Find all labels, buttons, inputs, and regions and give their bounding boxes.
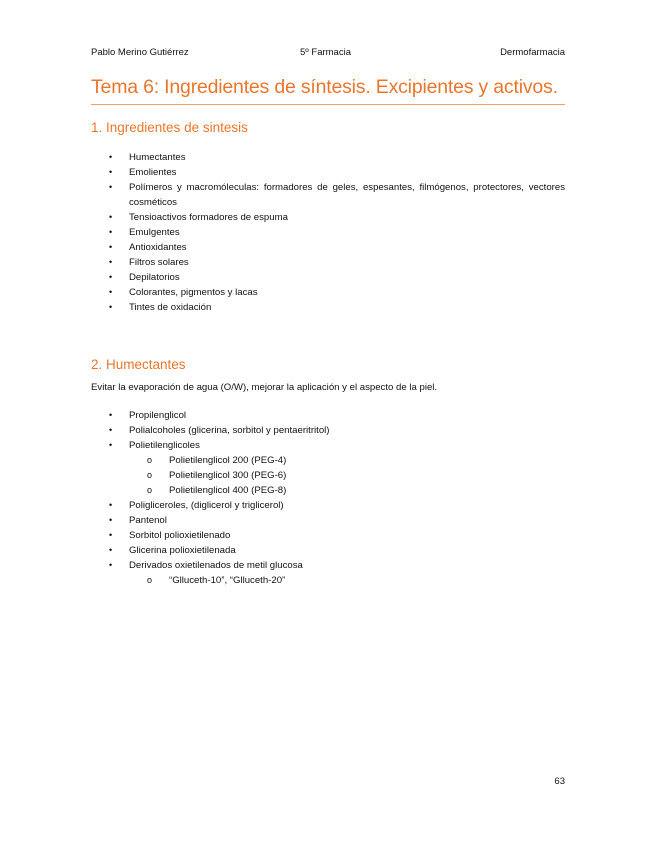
list-item-text: Glicerina polioxietilenada bbox=[129, 545, 236, 556]
bullet-icon: • bbox=[109, 182, 113, 192]
list-item bbox=[91, 240, 565, 255]
list-item bbox=[91, 255, 565, 270]
bullet-icon: • bbox=[109, 227, 113, 237]
list-item-text: Emulgentes bbox=[129, 227, 180, 238]
sub-list-item-text: Polietilenglicol 300 (PEG-6) bbox=[169, 470, 287, 481]
list-item-text: Humectantes bbox=[129, 152, 186, 163]
bullet-icon: • bbox=[109, 167, 113, 177]
sub-list-item bbox=[129, 468, 565, 483]
bullet-icon: • bbox=[109, 440, 113, 450]
bullet-icon: • bbox=[109, 272, 113, 282]
sub-list-item bbox=[129, 483, 565, 498]
list-item bbox=[91, 438, 565, 498]
bullet-icon: • bbox=[109, 530, 113, 540]
sub-list-item-text: Polietilenglicol 400 (PEG-8) bbox=[169, 485, 287, 496]
list-item-text: Polímeros y macromóleculas: formadores de geles, espesantes, filmógenos, protectores, vectores cosméticos bbox=[129, 182, 565, 208]
humectantes-list bbox=[91, 408, 565, 588]
bullet-icon: • bbox=[109, 425, 113, 435]
page-number: 63 bbox=[554, 776, 565, 787]
bullet-icon: • bbox=[109, 500, 113, 510]
title-underline bbox=[91, 104, 565, 105]
list-item-text: Tintes de oxidación bbox=[129, 302, 212, 313]
sub-list-item bbox=[129, 453, 565, 468]
bullet-icon: • bbox=[109, 515, 113, 525]
sub-list-item-text: Polietilenglicol 200 (PEG-4) bbox=[169, 455, 287, 466]
sub-list-item-text: “Glluceth-10”, “Glluceth-20” bbox=[169, 575, 286, 586]
bullet-icon: • bbox=[109, 212, 113, 222]
page-header bbox=[91, 47, 565, 61]
page-title: Tema 6: Ingredientes de síntesis. Excipientes y activos. bbox=[91, 76, 558, 98]
list-item bbox=[91, 165, 565, 180]
sub-list-item bbox=[129, 573, 565, 588]
header-course: 5º Farmacia bbox=[300, 47, 351, 58]
list-item bbox=[91, 285, 565, 300]
section-heading-humectantes: 2. Humectantes bbox=[91, 357, 186, 372]
list-item bbox=[91, 210, 565, 225]
gluceth-sublist bbox=[129, 573, 565, 588]
list-item-text: Sorbitol polioxietilenado bbox=[129, 530, 231, 541]
bullet-icon: • bbox=[109, 410, 113, 420]
list-item-text: Emolientes bbox=[129, 167, 177, 178]
list-item bbox=[91, 150, 565, 165]
bullet-icon: • bbox=[109, 560, 113, 570]
list-item bbox=[91, 408, 565, 423]
ingredientes-list bbox=[91, 150, 565, 315]
list-item-text: Colorantes, pigmentos y lacas bbox=[129, 287, 258, 298]
list-item-text: Propilenglicol bbox=[129, 410, 187, 421]
list-item-text: Poligliceroles, (diglicerol y triglicerol) bbox=[129, 500, 284, 511]
bullet-icon: • bbox=[109, 152, 113, 162]
list-item-text: Derivados oxietilenados de metil glucosa bbox=[129, 560, 303, 571]
circle-bullet-icon: o bbox=[147, 575, 153, 585]
list-item bbox=[91, 498, 565, 513]
bullet-icon: • bbox=[109, 545, 113, 555]
list-item-text: Antioxidantes bbox=[129, 242, 187, 253]
list-item-text: Polietilenglicoles bbox=[129, 440, 200, 451]
list-item bbox=[91, 225, 565, 240]
bullet-icon: • bbox=[109, 242, 113, 252]
list-item bbox=[91, 528, 565, 543]
list-item bbox=[91, 543, 565, 558]
bullet-icon: • bbox=[109, 257, 113, 267]
humectantes-intro: Evitar la evaporación de agua (O/W), mejorar la aplicación y el aspecto de la piel. bbox=[91, 382, 438, 393]
list-item bbox=[91, 300, 565, 315]
list-item bbox=[91, 180, 565, 210]
header-subject: Dermofarmacia bbox=[500, 47, 565, 58]
list-item-text: Depilatorios bbox=[129, 272, 180, 283]
list-item bbox=[91, 270, 565, 285]
circle-bullet-icon: o bbox=[147, 470, 153, 480]
peg-sublist bbox=[129, 453, 565, 498]
circle-bullet-icon: o bbox=[147, 485, 153, 495]
header-author: Pablo Merino Gutiérrez bbox=[91, 47, 189, 58]
bullet-icon: • bbox=[109, 302, 113, 312]
list-item-text: Tensioactivos formadores de espuma bbox=[129, 212, 288, 223]
list-item-text: Pantenol bbox=[129, 515, 167, 526]
circle-bullet-icon: o bbox=[147, 455, 153, 465]
list-item bbox=[91, 513, 565, 528]
list-item-text: Filtros solares bbox=[129, 257, 189, 268]
list-item bbox=[91, 558, 565, 588]
list-item-text: Polialcoholes (glicerina, sorbitol y pentaeritritol) bbox=[129, 425, 330, 436]
bullet-icon: • bbox=[109, 287, 113, 297]
section-heading-ingredientes: 1. Ingredientes de sintesis bbox=[91, 120, 248, 135]
list-item bbox=[91, 423, 565, 438]
